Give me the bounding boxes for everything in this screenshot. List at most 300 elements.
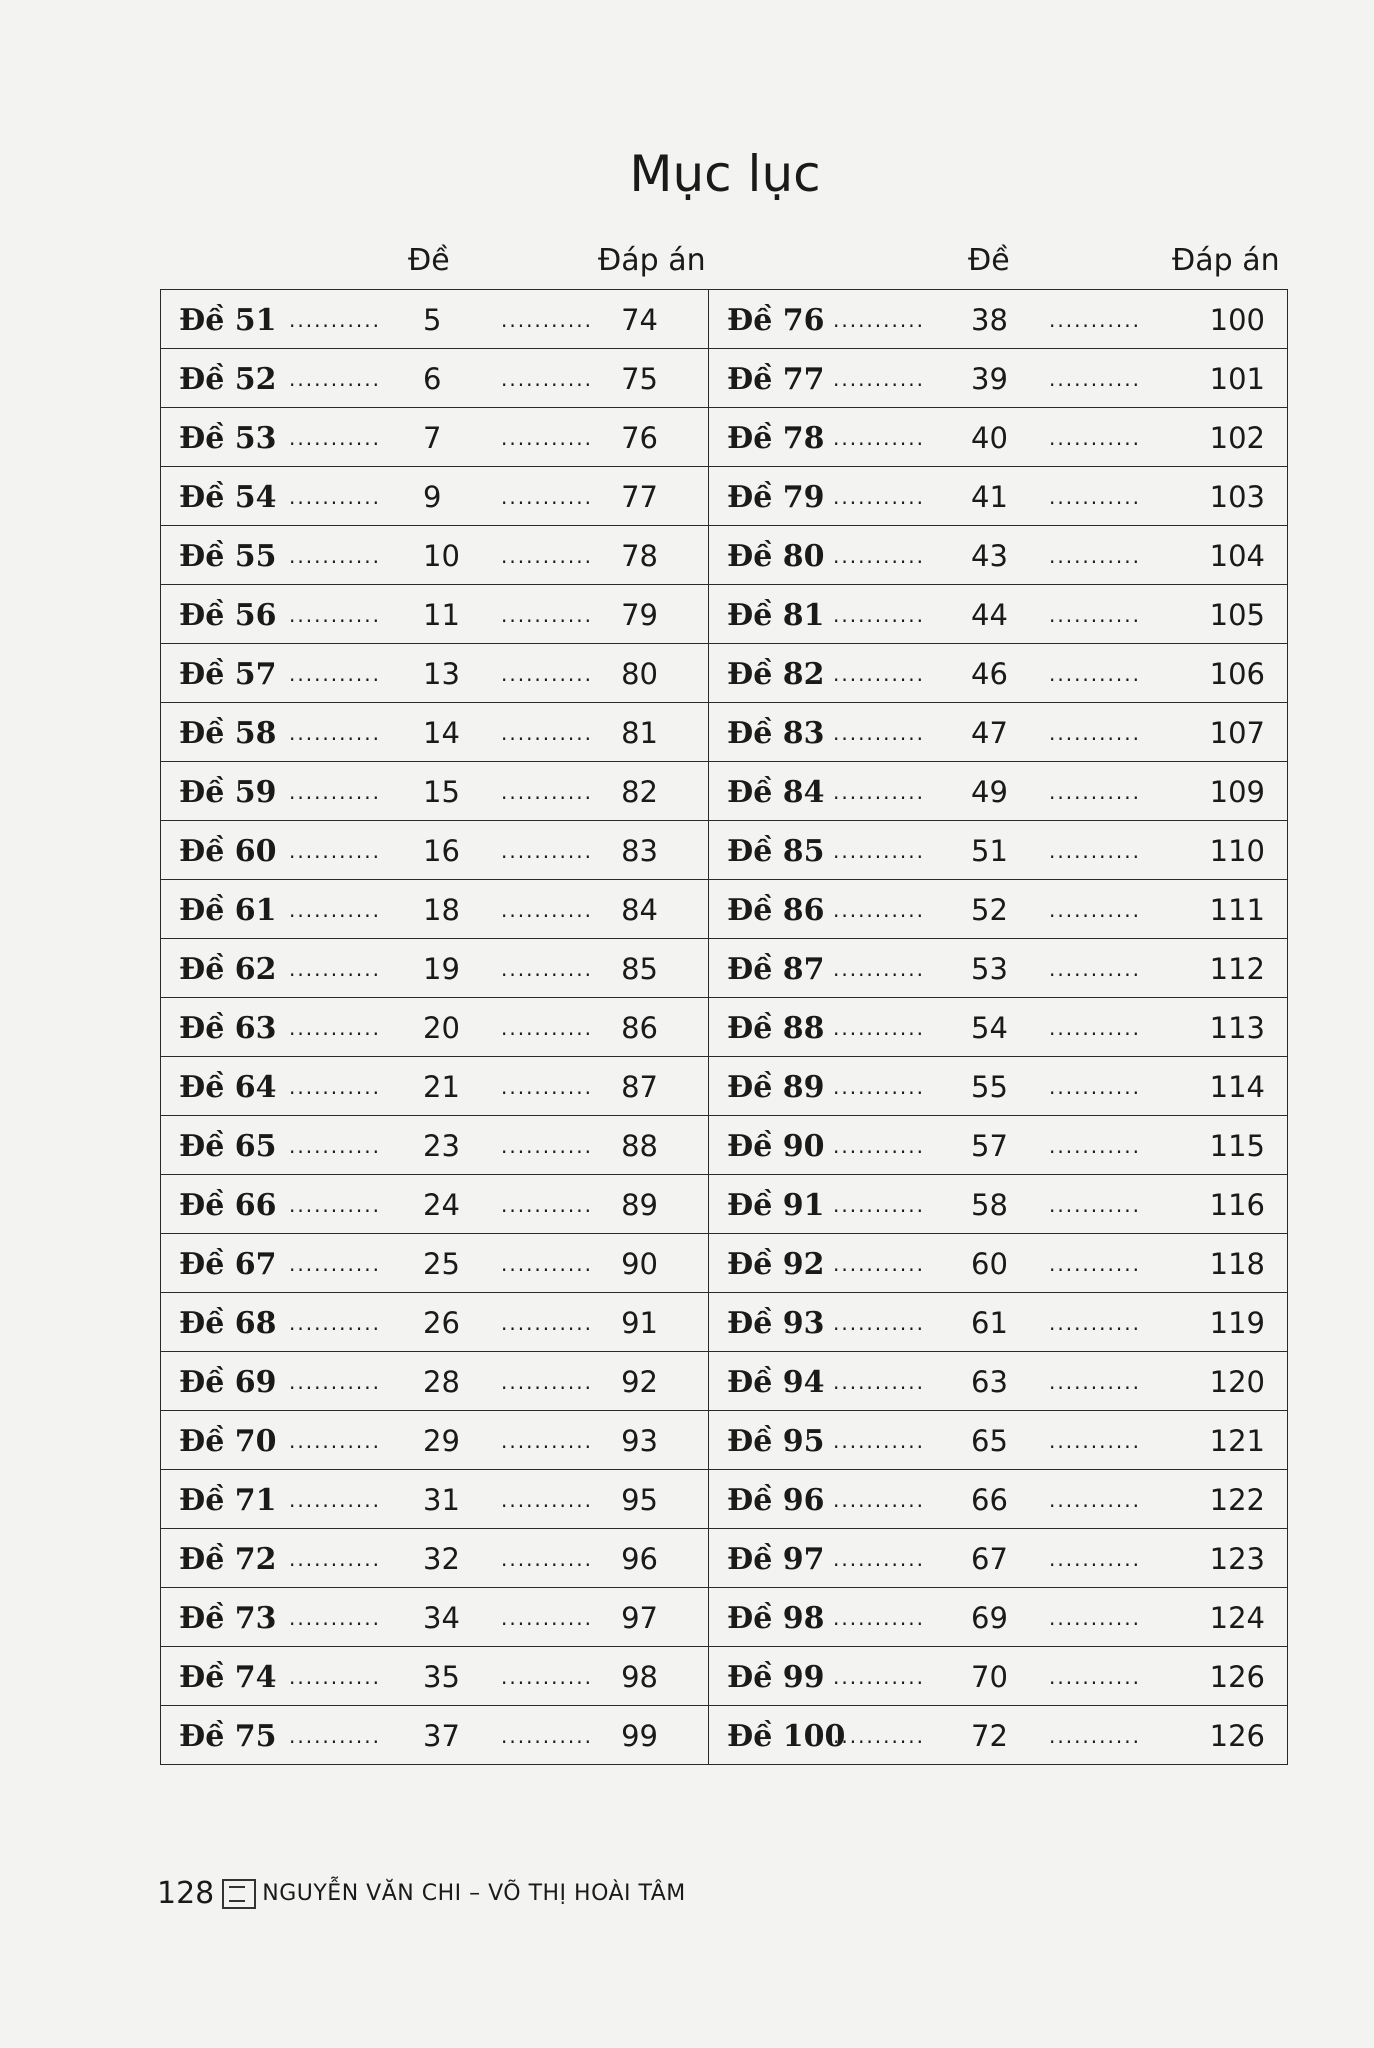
toc-entry-label: Đề 84 (727, 775, 825, 810)
dot-leader: ........... (833, 1311, 925, 1335)
toc-dapan-page: 99 (621, 1719, 658, 1753)
toc-de-page: 21 (423, 1070, 460, 1104)
dot-leader: ........... (289, 1665, 381, 1689)
toc-dapan-page: 104 (1209, 539, 1265, 573)
dot-leader: ........... (1049, 1724, 1141, 1748)
toc-entry-label: Đề 100 (727, 1719, 846, 1754)
table-row (161, 1647, 1288, 1706)
toc-dapan-page: 85 (621, 952, 658, 986)
dot-leader: ........... (289, 780, 381, 804)
toc-dapan-page: 116 (1209, 1188, 1265, 1222)
toc-dapan-page: 100 (1209, 303, 1265, 337)
toc-dapan-page: 84 (621, 893, 658, 927)
toc-cell-right (709, 1352, 1288, 1411)
dot-leader: ........... (833, 1370, 925, 1394)
toc-de-page: 61 (971, 1306, 1008, 1340)
table-row (161, 821, 1288, 880)
toc-cell-right (709, 703, 1288, 762)
toc-de-page: 70 (971, 1660, 1008, 1694)
toc-entry-label: Đề 66 (179, 1188, 277, 1223)
toc-cell-right (709, 821, 1288, 880)
toc-dapan-page: 101 (1209, 362, 1265, 396)
toc-dapan-page: 105 (1209, 598, 1265, 632)
toc-dapan-page: 96 (621, 1542, 658, 1576)
toc-cell-left (161, 1057, 709, 1116)
toc-cell-right (709, 1470, 1288, 1529)
toc-entry-label: Đề 52 (179, 362, 277, 397)
toc-dapan-page: 75 (621, 362, 658, 396)
toc-dapan-page: 95 (621, 1483, 658, 1517)
toc-cell-right (709, 998, 1288, 1057)
toc-cell-left (161, 1529, 709, 1588)
header-left-dapan: Đáp án (598, 243, 706, 278)
toc-de-page: 72 (971, 1719, 1008, 1753)
dot-leader: ........... (501, 1547, 593, 1571)
dot-leader: ........... (1049, 308, 1141, 332)
toc-de-page: 19 (423, 952, 460, 986)
dot-leader: ........... (1049, 1075, 1141, 1099)
dot-leader: ........... (501, 1429, 593, 1453)
toc-entry-label: Đề 59 (179, 775, 277, 810)
dot-leader: ........... (833, 1665, 925, 1689)
toc-entry-label: Đề 83 (727, 716, 825, 751)
toc-cell-left (161, 1411, 709, 1470)
table-row (161, 703, 1288, 762)
toc-entry-label: Đề 64 (179, 1070, 277, 1105)
dot-leader: ........... (1049, 1016, 1141, 1040)
dot-leader: ........... (1049, 544, 1141, 568)
dot-leader: ........... (501, 1193, 593, 1217)
dot-leader: ........... (1049, 1547, 1141, 1571)
table-row (161, 467, 1288, 526)
dot-leader: ........... (833, 603, 925, 627)
table-row (161, 526, 1288, 585)
toc-entry-label: Đề 89 (727, 1070, 825, 1105)
dot-leader: ........... (1049, 1193, 1141, 1217)
toc-dapan-page: 120 (1209, 1365, 1265, 1399)
toc-cell-left (161, 1588, 709, 1647)
dot-leader: ........... (833, 426, 925, 450)
dot-leader: ........... (1049, 721, 1141, 745)
dot-leader: ........... (1049, 1370, 1141, 1394)
toc-dapan-page: 118 (1209, 1247, 1265, 1281)
toc-dapan-page: 124 (1209, 1601, 1265, 1635)
toc-dapan-page: 77 (621, 480, 658, 514)
dot-leader: ........... (501, 1311, 593, 1335)
toc-de-page: 9 (423, 480, 442, 514)
dot-leader: ........... (501, 1252, 593, 1276)
page-number: 128 (157, 1876, 215, 1911)
toc-dapan-page: 83 (621, 834, 658, 868)
toc-cell-right (709, 762, 1288, 821)
toc-entry-label: Đề 74 (179, 1660, 277, 1695)
dot-leader: ........... (501, 839, 593, 863)
table-row (161, 880, 1288, 939)
dot-leader: ........... (289, 426, 381, 450)
dot-leader: ........... (501, 1075, 593, 1099)
toc-dapan-page: 92 (621, 1365, 658, 1399)
toc-de-page: 58 (971, 1188, 1008, 1222)
toc-de-page: 57 (971, 1129, 1008, 1163)
toc-dapan-page: 111 (1209, 893, 1265, 927)
toc-de-page: 49 (971, 775, 1008, 809)
toc-dapan-page: 90 (621, 1247, 658, 1281)
dot-leader: ........... (833, 839, 925, 863)
toc-cell-right (709, 1706, 1288, 1765)
toc-dapan-page: 113 (1209, 1011, 1265, 1045)
toc-de-page: 23 (423, 1129, 460, 1163)
toc-de-page: 54 (971, 1011, 1008, 1045)
toc-cell-left (161, 1352, 709, 1411)
toc-dapan-page: 82 (621, 775, 658, 809)
dot-leader: ........... (1049, 1311, 1141, 1335)
toc-dapan-page: 109 (1209, 775, 1265, 809)
toc-entry-label: Đề 85 (727, 834, 825, 869)
toc-entry-label: Đề 97 (727, 1542, 825, 1577)
toc-entry-label: Đề 56 (179, 598, 277, 633)
dot-leader: ........... (1049, 780, 1141, 804)
dot-leader: ........... (501, 957, 593, 981)
dot-leader: ........... (501, 1016, 593, 1040)
toc-de-page: 41 (971, 480, 1008, 514)
toc-entry-label: Đề 86 (727, 893, 825, 928)
toc-cell-left (161, 1293, 709, 1352)
toc-entry-label: Đề 93 (727, 1306, 825, 1341)
toc-cell-left (161, 1234, 709, 1293)
toc-entry-label: Đề 54 (179, 480, 277, 515)
table-row (161, 1588, 1288, 1647)
toc-entry-label: Đề 88 (727, 1011, 825, 1046)
dot-leader: ........... (289, 1370, 381, 1394)
dot-leader: ........... (1049, 1252, 1141, 1276)
toc-de-page: 63 (971, 1365, 1008, 1399)
toc-dapan-page: 78 (621, 539, 658, 573)
dot-leader: ........... (501, 780, 593, 804)
table-of-contents (160, 289, 1288, 1765)
toc-entry-label: Đề 94 (727, 1365, 825, 1400)
dot-leader: ........... (289, 662, 381, 686)
dot-leader: ........... (501, 308, 593, 332)
table-row (161, 1175, 1288, 1234)
toc-cell-right (709, 1411, 1288, 1470)
dot-leader: ........... (289, 1252, 381, 1276)
toc-dapan-page: 123 (1209, 1542, 1265, 1576)
toc-de-page: 25 (423, 1247, 460, 1281)
toc-cell-left (161, 762, 709, 821)
dot-leader: ........... (833, 544, 925, 568)
dot-leader: ........... (833, 662, 925, 686)
toc-de-page: 13 (423, 657, 460, 691)
toc-de-page: 51 (971, 834, 1008, 868)
dot-leader: ........... (289, 839, 381, 863)
dot-leader: ........... (1049, 1488, 1141, 1512)
toc-entry-label: Đề 80 (727, 539, 825, 574)
toc-entry-label: Đề 87 (727, 952, 825, 987)
table-row (161, 1411, 1288, 1470)
dot-leader: ........... (501, 1134, 593, 1158)
toc-cell-right (709, 585, 1288, 644)
toc-dapan-page: 88 (621, 1129, 658, 1163)
dot-leader: ........... (501, 662, 593, 686)
dot-leader: ........... (289, 603, 381, 627)
page-title: Mục lục (629, 145, 821, 203)
dot-leader: ........... (833, 1075, 925, 1099)
dot-leader: ........... (289, 957, 381, 981)
toc-entry-label: Đề 62 (179, 952, 277, 987)
toc-entry-label: Đề 95 (727, 1424, 825, 1459)
toc-cell-right (709, 1647, 1288, 1706)
toc-entry-label: Đề 61 (179, 893, 277, 928)
toc-entry-label: Đề 65 (179, 1129, 277, 1164)
toc-dapan-page: 112 (1209, 952, 1265, 986)
dot-leader: ........... (501, 485, 593, 509)
dot-leader: ........... (289, 308, 381, 332)
toc-entry-label: Đề 96 (727, 1483, 825, 1518)
toc-entry-label: Đề 58 (179, 716, 277, 751)
toc-cell-left (161, 1647, 709, 1706)
toc-de-page: 67 (971, 1542, 1008, 1576)
table-row (161, 1116, 1288, 1175)
dot-leader: ........... (833, 957, 925, 981)
dot-leader: ........... (501, 1370, 593, 1394)
table-row (161, 939, 1288, 998)
dot-leader: ........... (1049, 1429, 1141, 1453)
toc-entry-label: Đề 99 (727, 1660, 825, 1695)
dot-leader: ........... (833, 1252, 925, 1276)
toc-dapan-page: 74 (621, 303, 658, 337)
toc-entry-label: Đề 68 (179, 1306, 277, 1341)
dot-leader: ........... (833, 1547, 925, 1571)
dot-leader: ........... (833, 1724, 925, 1748)
dot-leader: ........... (1049, 957, 1141, 981)
toc-de-page: 24 (423, 1188, 460, 1222)
toc-cell-right (709, 1234, 1288, 1293)
toc-dapan-page: 126 (1209, 1660, 1265, 1694)
dot-leader: ........... (833, 1016, 925, 1040)
dot-leader: ........... (501, 544, 593, 568)
toc-de-page: 47 (971, 716, 1008, 750)
toc-de-page: 44 (971, 598, 1008, 632)
toc-dapan-page: 106 (1209, 657, 1265, 691)
toc-dapan-page: 110 (1209, 834, 1265, 868)
toc-entry-label: Đề 92 (727, 1247, 825, 1282)
toc-cell-right (709, 1588, 1288, 1647)
toc-de-page: 40 (971, 421, 1008, 455)
toc-cell-right (709, 526, 1288, 585)
toc-de-page: 66 (971, 1483, 1008, 1517)
toc-dapan-page: 79 (621, 598, 658, 632)
toc-cell-right (709, 1529, 1288, 1588)
toc-entry-label: Đề 98 (727, 1601, 825, 1636)
table-row (161, 1057, 1288, 1116)
dot-leader: ........... (833, 898, 925, 922)
toc-entry-label: Đề 76 (727, 303, 825, 338)
dot-leader: ........... (501, 1665, 593, 1689)
dot-leader: ........... (833, 780, 925, 804)
publisher-logo-icon (222, 1879, 256, 1909)
toc-dapan-page: 115 (1209, 1129, 1265, 1163)
toc-cell-right (709, 1293, 1288, 1352)
toc-de-page: 43 (971, 539, 1008, 573)
dot-leader: ........... (501, 898, 593, 922)
toc-cell-right (709, 880, 1288, 939)
dot-leader: ........... (289, 485, 381, 509)
table-row (161, 1352, 1288, 1411)
dot-leader: ........... (289, 544, 381, 568)
toc-dapan-page: 86 (621, 1011, 658, 1045)
toc-cell-right (709, 1116, 1288, 1175)
toc-de-page: 14 (423, 716, 460, 750)
toc-entry-label: Đề 78 (727, 421, 825, 456)
toc-cell-left (161, 703, 709, 762)
dot-leader: ........... (289, 1606, 381, 1630)
toc-cell-right (709, 1175, 1288, 1234)
dot-leader: ........... (833, 1134, 925, 1158)
dot-leader: ........... (501, 1724, 593, 1748)
toc-de-page: 7 (423, 421, 442, 455)
toc-de-page: 6 (423, 362, 442, 396)
toc-cell-left (161, 526, 709, 585)
toc-de-page: 60 (971, 1247, 1008, 1281)
toc-entry-label: Đề 73 (179, 1601, 277, 1636)
dot-leader: ........... (501, 367, 593, 391)
toc-de-page: 5 (423, 303, 442, 337)
table-row (161, 1706, 1288, 1765)
dot-leader: ........... (501, 1488, 593, 1512)
dot-leader: ........... (833, 485, 925, 509)
toc-cell-left (161, 290, 709, 349)
toc-de-page: 31 (423, 1483, 460, 1517)
toc-entry-label: Đề 63 (179, 1011, 277, 1046)
dot-leader: ........... (289, 1134, 381, 1158)
toc-cell-right (709, 939, 1288, 998)
table-row (161, 1470, 1288, 1529)
toc-de-page: 29 (423, 1424, 460, 1458)
toc-cell-right (709, 349, 1288, 408)
toc-de-page: 52 (971, 893, 1008, 927)
toc-de-page: 55 (971, 1070, 1008, 1104)
dot-leader: ........... (833, 1606, 925, 1630)
toc-cell-right (709, 644, 1288, 703)
toc-entry-label: Đề 72 (179, 1542, 277, 1577)
toc-cell-right (709, 290, 1288, 349)
dot-leader: ........... (1049, 1134, 1141, 1158)
dot-leader: ........... (1049, 662, 1141, 686)
toc-entry-label: Đề 69 (179, 1365, 277, 1400)
toc-dapan-page: 102 (1209, 421, 1265, 455)
toc-dapan-page: 91 (621, 1306, 658, 1340)
toc-entry-label: Đề 67 (179, 1247, 277, 1282)
toc-entry-label: Đề 53 (179, 421, 277, 456)
toc-de-page: 20 (423, 1011, 460, 1045)
toc-dapan-page: 87 (621, 1070, 658, 1104)
dot-leader: ........... (833, 721, 925, 745)
toc-entry-label: Đề 82 (727, 657, 825, 692)
toc-dapan-page: 98 (621, 1660, 658, 1694)
dot-leader: ........... (289, 1016, 381, 1040)
dot-leader: ........... (289, 1193, 381, 1217)
toc-de-page: 34 (423, 1601, 460, 1635)
dot-leader: ........... (833, 1429, 925, 1453)
toc-cell-left (161, 998, 709, 1057)
toc-dapan-page: 121 (1209, 1424, 1265, 1458)
toc-de-page: 26 (423, 1306, 460, 1340)
table-row (161, 1234, 1288, 1293)
toc-cell-left (161, 644, 709, 703)
toc-de-page: 11 (423, 598, 460, 632)
dot-leader: ........... (289, 1724, 381, 1748)
toc-de-page: 18 (423, 893, 460, 927)
toc-cell-left (161, 821, 709, 880)
toc-dapan-page: 114 (1209, 1070, 1265, 1104)
toc-entry-label: Đề 77 (727, 362, 825, 397)
toc-cell-left (161, 1116, 709, 1175)
dot-leader: ........... (833, 1488, 925, 1512)
dot-leader: ........... (501, 1606, 593, 1630)
table-row (161, 1529, 1288, 1588)
toc-de-page: 32 (423, 1542, 460, 1576)
toc-entry-label: Đề 91 (727, 1188, 825, 1223)
dot-leader: ........... (289, 1311, 381, 1335)
toc-dapan-page: 97 (621, 1601, 658, 1635)
toc-entry-label: Đề 51 (179, 303, 277, 338)
toc-dapan-page: 119 (1209, 1306, 1265, 1340)
toc-dapan-page: 89 (621, 1188, 658, 1222)
toc-dapan-page: 80 (621, 657, 658, 691)
toc-dapan-page: 103 (1209, 480, 1265, 514)
footer-authors: NGUYỄN VĂN CHI – VÕ THỊ HOÀI TÂM (262, 1881, 686, 1906)
dot-leader: ........... (289, 721, 381, 745)
toc-de-page: 69 (971, 1601, 1008, 1635)
dot-leader: ........... (1049, 898, 1141, 922)
toc-cell-left (161, 880, 709, 939)
toc-de-page: 16 (423, 834, 460, 868)
toc-entry-label: Đề 55 (179, 539, 277, 574)
dot-leader: ........... (833, 1193, 925, 1217)
toc-entry-label: Đề 71 (179, 1483, 277, 1518)
table-row (161, 585, 1288, 644)
toc-dapan-page: 81 (621, 716, 658, 750)
toc-entry-label: Đề 70 (179, 1424, 277, 1459)
toc-de-page: 38 (971, 303, 1008, 337)
dot-leader: ........... (1049, 367, 1141, 391)
toc-entry-label: Đề 60 (179, 834, 277, 869)
page-footer (157, 1876, 686, 1911)
toc-entry-label: Đề 57 (179, 657, 277, 692)
dot-leader: ........... (501, 721, 593, 745)
dot-leader: ........... (1049, 839, 1141, 863)
dot-leader: ........... (289, 1547, 381, 1571)
toc-entry-label: Đề 79 (727, 480, 825, 515)
toc-entry-label: Đề 90 (727, 1129, 825, 1164)
toc-de-page: 28 (423, 1365, 460, 1399)
dot-leader: ........... (1049, 1606, 1141, 1630)
toc-dapan-page: 107 (1209, 716, 1265, 750)
dot-leader: ........... (833, 308, 925, 332)
toc-cell-left (161, 467, 709, 526)
dot-leader: ........... (289, 1488, 381, 1512)
header-right-dapan: Đáp án (1172, 243, 1280, 278)
dot-leader: ........... (289, 367, 381, 391)
toc-dapan-page: 122 (1209, 1483, 1265, 1517)
toc-dapan-page: 126 (1209, 1719, 1265, 1753)
toc-entry-label: Đề 75 (179, 1719, 277, 1754)
header-left-de: Đề (408, 243, 450, 278)
dot-leader: ........... (289, 898, 381, 922)
toc-cell-left (161, 939, 709, 998)
toc-cell-left (161, 1706, 709, 1765)
toc-de-page: 35 (423, 1660, 460, 1694)
